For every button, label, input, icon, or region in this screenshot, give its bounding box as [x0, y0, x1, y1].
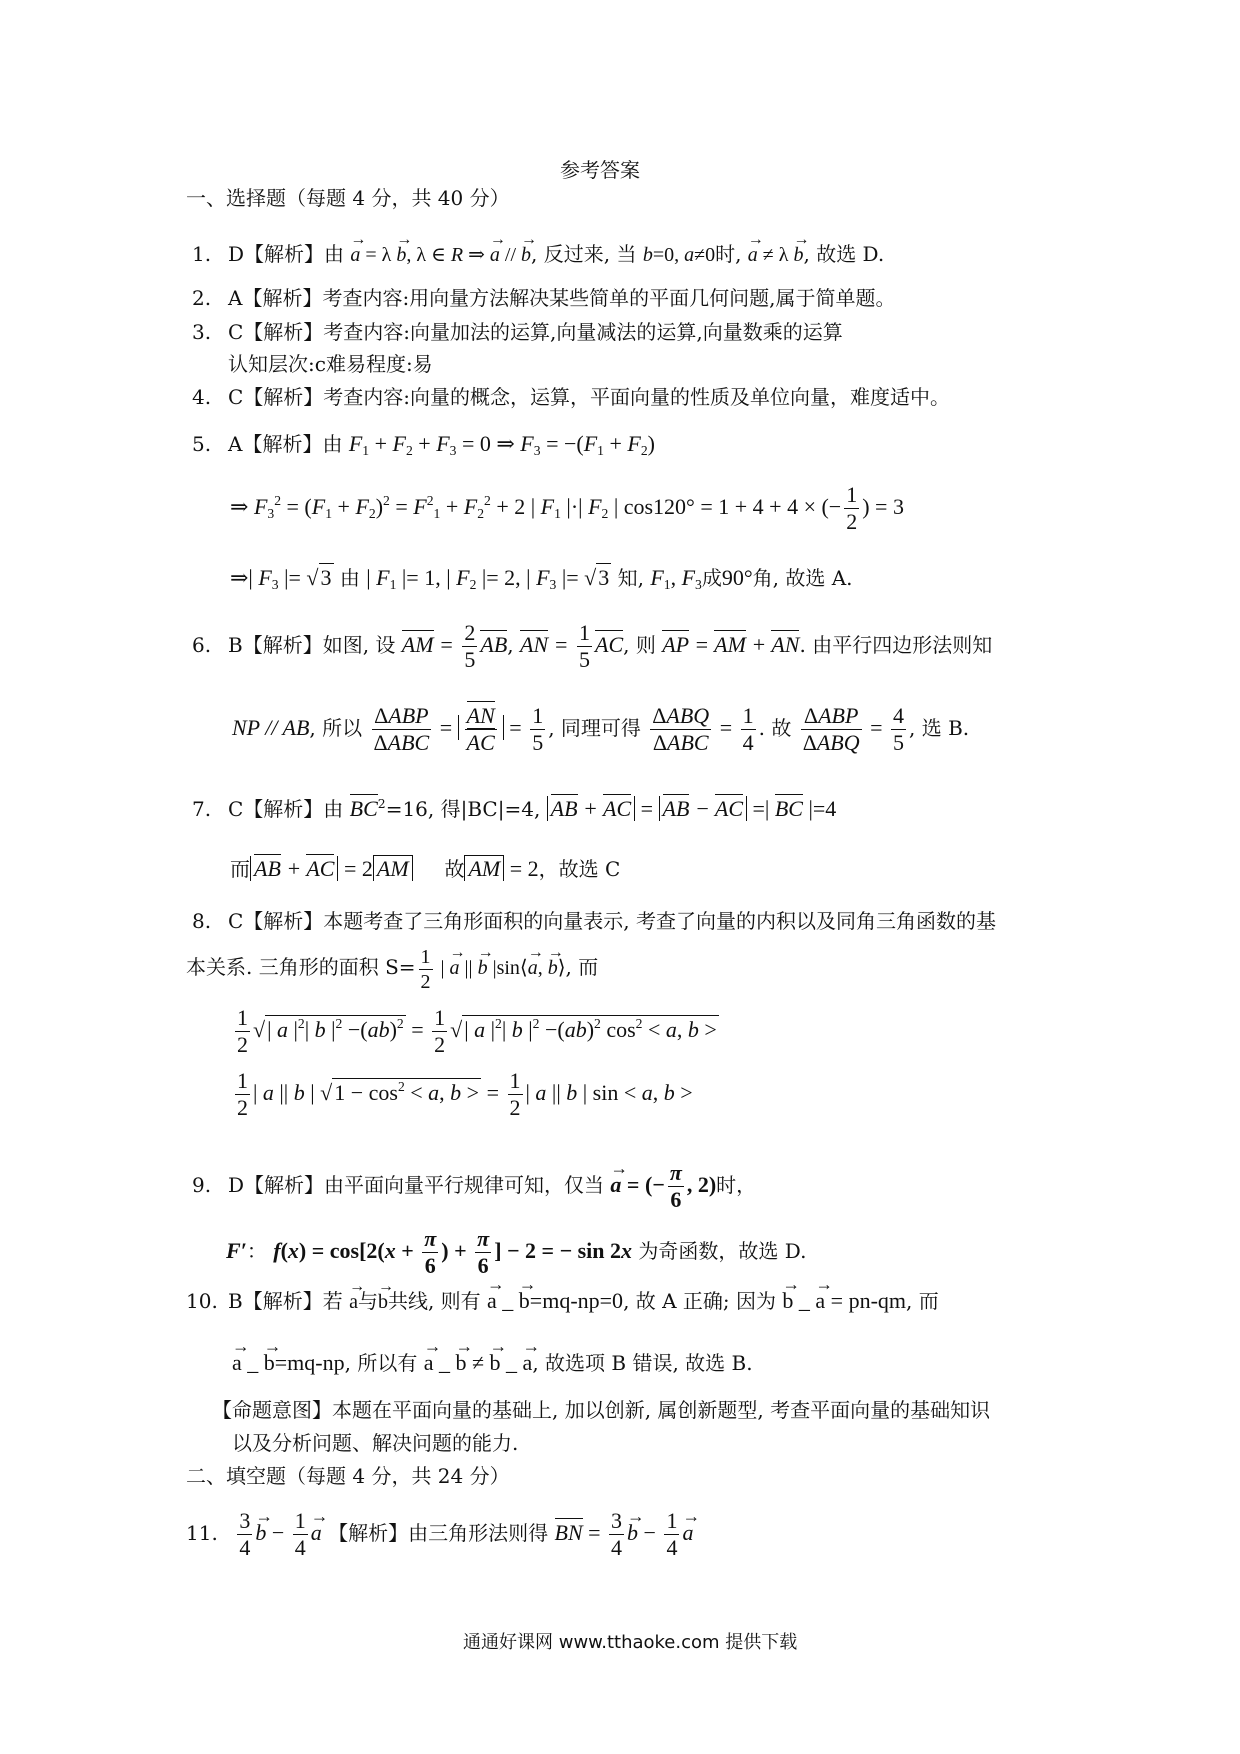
answer-8-eq1: $\frac{1}{2}$ √| a $|^2|$ b $|^2 -(ab)^2$ = $\frac{1}{2}$ √| a $|^2|$ b $|^2 -(ab)^2$ $\cos^2 < a$, b > — [237, 1005, 717, 1058]
answer-1: 1. D【解析】由 → a = λ → b, λ ∈ R ⇒ → a // → b, 反过来, 当 b=0, a≠0时, → a ≠ λ → b, 故选 D. — [192, 244, 884, 265]
answer-5: 5. A【解析】由 $F_1 + F_2 + F_3 = 0$ ⇒ $F_3 = -(F_1 + F_2)$ — [192, 431, 655, 459]
answer-3-level: 认知层次:c难易程度:易 — [228, 352, 433, 376]
answer-3: 3. C【解析】考查内容:向量加法的运算,向量减法的运算,向量数乘的运算 — [192, 320, 843, 344]
footer-watermark: 通通好课网 www.tthaoke.com 提供下载 — [463, 1632, 798, 1653]
answer-5-eq3: ⇒| $F_3$ |= √3 由 | $F_1$ |= 1, | $F_2$ |= 2, | $F_3$ |= √3 知, $F_1$, $F_3$成90°角, 故选 A. — [230, 565, 853, 593]
answer-10: 10. B【解析】若 → a与→ b共线, 则有 → a _ → b=mq-np=0, 故 A 正确; 因为 → b _ → a = pn-qm, 而 — [186, 1290, 939, 1312]
answer-4: 4. C【解析】考查内容:向量的概念，运算，平面向量的性质及单位向量，难度适中。 — [192, 385, 951, 409]
answer-9: 9. D【解析】由平面向量平行规律可知，仅当 → a = (− $\frac{\pi}{6}$ , 2)时， — [192, 1160, 756, 1214]
answer-8-line2: 本关系. 三角形的面积 S= $\frac{1}{2}$ | → a || → b |sin⟨→ a, → b⟩, 而 — [186, 945, 598, 994]
answer-8-eq2: $\frac{1}{2}$ | a || b | $√1 - \cos^2 < a$, b > = $\frac{1}{2}$ | a || b | sin < a, b > — [237, 1068, 693, 1121]
section-heading-choice: 一、选择题（每题 4 分，共 40 分） — [186, 186, 510, 210]
page-title: 参考答案 — [560, 158, 640, 182]
section-heading-fill: 二、填空题（每题 4 分，共 24 分） — [186, 1464, 510, 1488]
answer-7: 7. C【解析】由 $BC^2=16$, 得|BC|=4, AB + AC = AB − AC =| BC |=4 — [192, 796, 837, 822]
proposition-intent-line2: 以及分析问题、解决问题的能力. — [232, 1431, 519, 1455]
answer-7-line2: 而 AB + AC = 2 AM 故 AM = 2，故选 C — [230, 856, 621, 881]
answer-11: 11. $\frac{3}{4}$ → b − $\frac{1}{4}$ → a 【解析】由三角形法则得 BN = $\frac{3}{4}$ → b − $\frac{1}{4}$ → a — [186, 1508, 693, 1562]
answer-8: 8. C【解析】本题考查了三角形面积的向量表示, 考查了向量的内积以及同角三角函数的基 — [192, 909, 997, 933]
answer-6: 6. B【解析】如图, 设 AM = $\frac{2}{5}$ AB, AN = $\frac{1}{5}$ AC, 则 AP = AM + AN. 由平行四边形法则知 — [192, 620, 993, 673]
answer-10-line2: → a _ → b=mq-np, 所以有 → a _ → b ≠ → b _ → a, 故选项 B 错误, 故选 B. — [232, 1352, 753, 1374]
proposition-intent: 【命题意图】本题在平面向量的基础上, 加以创新, 属创新题型, 考查平面向量的基础知识 — [212, 1398, 991, 1422]
answer-6-line2: NP // AB, 所以 $\frac{\text{ΔABP}}{\text{ΔABC}}$ = $\frac{AN}{AC}$ = $\frac{1}{5}$ , 同理可得 $\frac{\text{ΔABQ}}{\text{ΔABC}}$ = $\frac{1}{4}$ . 故 $\frac{\text{ΔABP}}{\text{ΔABQ}}$ = $\frac{4}{5}$ , 选 B. — [232, 703, 970, 756]
answer-5-eq2: ⇒ $F_3^2 = (F_1 + F_2)^2 = F^2_1 + F_2^2 + 2$ | $F_1$ |·| $F_2$ | cos120° = 1 + 4 + 4 × (− $\frac{1}{2}$ ) = 3 — [230, 482, 904, 535]
answer-9-line2: F′： f(x) = cos[2(x + $\frac{\pi}{6}$ ) + $\frac{\pi}{6}$ ] − 2 = − sin 2x 为奇函数，故选 D. — [226, 1226, 807, 1279]
answer-2: 2. A【解析】考查内容:用向量方法解决某些简单的平面几何问题,属于简单题。 — [192, 286, 896, 310]
